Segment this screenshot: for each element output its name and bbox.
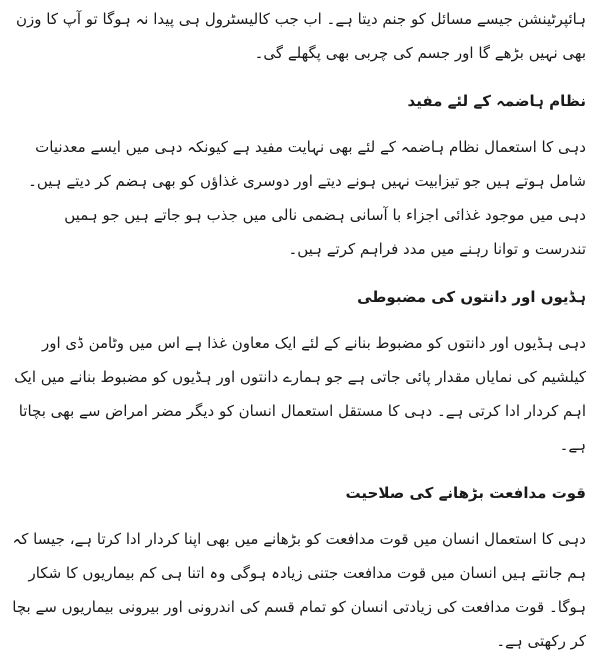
spacer: [10, 70, 586, 84]
spacer: [10, 118, 586, 130]
spacer: [10, 462, 586, 476]
spacer: [10, 314, 586, 326]
spacer: [10, 266, 586, 280]
spacer: [10, 510, 586, 522]
section-heading-bones-teeth: ہڈیوں اور دانتوں کی مضبوطی: [357, 288, 586, 306]
section-body-digestion: دہی کا استعمال نظام ہاضمہ کے لئے بھی نہایت مفید ہے کیونکہ دہی میں ایسے معدنیات شامل ہوتے ہیں جو تیزابیت نہیں ہونے دیتے اور دوسری غذاؤں کو بھی ہضم کر دیتے ہیں۔ دہی میں موجود غذائی اجزاء با آسانی ہضمی نالی میں جذب ہو جاتے ہیں جو ہمیں تندرست و توانا رہنے میں مدد فراہم کرتے ہیں۔: [28, 138, 586, 258]
section-body-bones-teeth: دہی ہڈیوں اور دانتوں کو مضبوط بنانے کے لئے ایک معاون غذا ہے اس میں وٹامن ڈی اور کیلشیم کی نمایاں مقدار پائی جاتی ہے جو ہمارے دانتوں اور ہڈیوں کو مضبوط بنانے میں ایک اہم کردار ادا کرتی ہے۔ دہی کا مستقل استعمال انسان کو دیگر مضر امراض سے بھی بچاتا ہے۔: [14, 334, 586, 454]
section-heading-immunity: قوت مدافعت بڑھانے کی صلاحیت: [345, 484, 586, 502]
section-body-immunity: دہی کا استعمال انسان میں قوت مدافعت کو بڑھانے میں بھی اپنا کردار ادا کرتا ہے، جیسا کہ ہم جانتے ہیں انسان میں قوت مدافعت جتنی زیادہ ہوگی وہ اتنا ہی کم بیماریوں کا شکار ہوگا۔ قوت مدافعت کی زیادتی انسان کو تمام قسم کی اندرونی اور بیرونی بیماریوں سے بچا کر رکھتی ہے۔: [12, 530, 586, 650]
intro-paragraph: ہائپرٹینشن جیسے مسائل کو جنم دیتا ہے۔ اب جب کالیسٹرول ہی پیدا نہ ہوگا تو آپ کا وزن بھی نہیں بڑھے گا اور جسم کی چربی بھی پگھلے گی۔: [16, 10, 586, 62]
section-heading-digestion: نظام ہاضمہ کے لئے مفید: [407, 92, 586, 110]
